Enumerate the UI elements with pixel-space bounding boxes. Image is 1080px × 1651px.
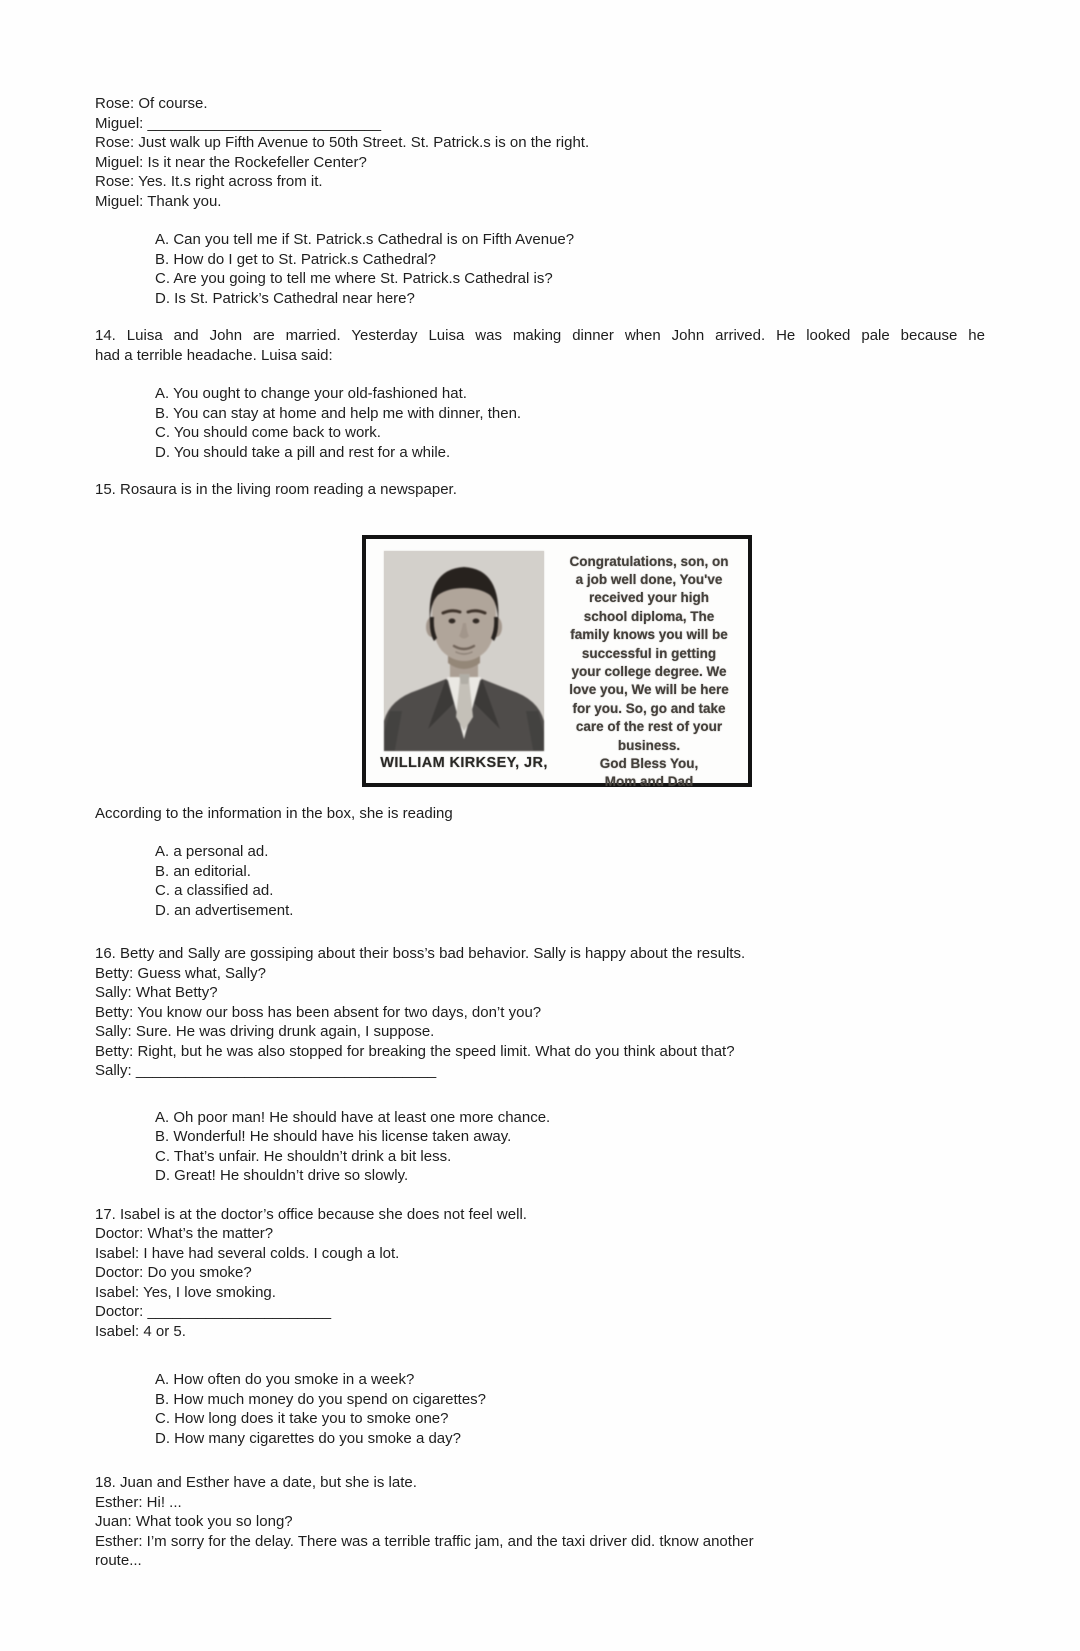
ad-message-line: God Bless You, xyxy=(599,755,699,771)
ad-message-line: your college degree. We xyxy=(571,663,727,679)
question-15-stem xyxy=(95,480,985,500)
dialogue-line: Rose: Yes. It.s right across from it. xyxy=(95,173,323,190)
question-13-options xyxy=(155,230,985,308)
dialogue-line: Rose: Of course. xyxy=(95,95,208,112)
dialogue-line-blank: Doctor: ______________________ xyxy=(95,1303,332,1320)
answer-option: B. How much money do you spend on cigarettes? xyxy=(155,1390,487,1408)
newspaper-ad-inner xyxy=(366,539,748,790)
answer-option: C. That’s unfair. He shouldn’t drink a bit less. xyxy=(155,1147,452,1165)
question-15-options xyxy=(155,842,985,920)
answer-option: D. You should take a pill and rest for a while. xyxy=(155,443,451,461)
question-stem-line: 18. Juan and Esther have a date, but she is late. xyxy=(95,1474,417,1491)
question-18-block xyxy=(95,1473,985,1571)
ad-message-line: Mom and Dad xyxy=(604,774,694,790)
dialogue-line-blank: Miguel: ____________________________ xyxy=(95,114,382,132)
ad-message-line: a job well done, You've xyxy=(575,571,723,587)
dialogue-line: Miguel: Is it near the Rockefeller Center? xyxy=(95,153,367,171)
question-stem-line: 17. Isabel is at the doctor’s office because she does not feel well. xyxy=(95,1205,527,1223)
answer-option: D. an advertisement. xyxy=(155,901,294,919)
question-17-options xyxy=(155,1370,985,1448)
question-stem-line: 15. Rosaura is in the living room reading a newspaper. xyxy=(95,481,457,498)
dialogue-line: Esther: I’m sorry for the delay. There was a terrible traffic jam, and the taxi driver did. tknow another xyxy=(95,1532,754,1550)
dialogue-line: Esther: Hi! ... xyxy=(95,1493,182,1511)
photo-caption: WILLIAM KIRKSEY, JR, xyxy=(380,754,548,771)
answer-option: B. How do I get to St. Patrick.s Cathedral? xyxy=(155,250,436,268)
dialogue-line: Sally: Sure. He was driving drunk again, I suppose. xyxy=(95,1023,435,1040)
dialogue-line-blank: Sally: ____________________________________ xyxy=(95,1062,437,1079)
dialogue-line: Rose: Just walk up Fifth Avenue to 50th Street. St. Patrick.s is on the right. xyxy=(95,134,590,151)
question-prompt: According to the information in the box, she is reading xyxy=(95,804,453,822)
ad-message-line: love you, We will be here xyxy=(569,682,729,698)
dialogue-line: Isabel: 4 or 5. xyxy=(95,1322,186,1340)
answer-option: C. a classified ad. xyxy=(155,882,274,899)
answer-option: D. Is St. Patrick’s Cathedral near here? xyxy=(155,289,415,307)
ad-message-line: successful in getting xyxy=(581,645,717,661)
question-13-dialogue xyxy=(95,94,985,211)
answer-option: A. Can you tell me if St. Patrick.s Cathedral is on Fifth Avenue? xyxy=(155,231,575,248)
dialogue-line: Isabel: Yes, I love smoking. xyxy=(95,1283,276,1301)
answer-option: A. Oh poor man! He should have at least one more chance. xyxy=(155,1108,551,1126)
portrait-photo-illustration xyxy=(384,551,544,751)
ad-message-line: received your high xyxy=(588,590,710,606)
answer-option: B. You can stay at home and help me with dinner, then. xyxy=(155,404,522,422)
question-17-block xyxy=(95,1205,985,1342)
ad-message-line: for you. So, go and take xyxy=(572,700,726,716)
answer-option: D. Great! He shouldn’t drive so slowly. xyxy=(155,1167,409,1184)
ad-message-line: care of the rest of your xyxy=(575,719,723,735)
answer-option: B. an editorial. xyxy=(155,862,251,880)
answer-option: B. Wonderful! He should have his license taken away. xyxy=(155,1128,512,1145)
answer-option: D. How many cigarettes do you smoke a day? xyxy=(155,1429,461,1447)
answer-option: C. You should come back to work. xyxy=(155,424,381,441)
question-15-prompt xyxy=(95,804,985,824)
dialogue-line: route... xyxy=(95,1552,142,1569)
question-stem-line: 16. Betty and Sally are gossiping about their boss’s bad behavior. Sally is happy about the results. xyxy=(95,945,746,962)
ad-message-line: business. xyxy=(617,737,681,753)
dialogue-line: Sally: What Betty? xyxy=(95,984,218,1001)
ad-message-line: Congratulations, son, on xyxy=(569,553,729,569)
question-stem-line: 14. Luisa and John are married. Yesterday Luisa was making dinner when John arrived. He looked pale because he xyxy=(95,327,985,344)
answer-option: A. a personal ad. xyxy=(155,843,269,860)
dialogue-line: Juan: What took you so long? xyxy=(95,1513,293,1530)
question-14-stem xyxy=(95,326,985,365)
question-stem-line: had a terrible headache. Luisa said: xyxy=(95,346,333,364)
answer-option: A. How often do you smoke in a week? xyxy=(155,1371,415,1388)
answer-option: C. How long does it take you to smoke one? xyxy=(155,1410,449,1427)
answer-option: A. You ought to change your old-fashioned hat. xyxy=(155,385,467,402)
newspaper-ad-box xyxy=(362,535,752,790)
dialogue-line: Betty: Right, but he was also stopped for breaking the speed limit. What do you think about that? xyxy=(95,1042,735,1060)
answer-option: C. Are you going to tell me where St. Patrick.s Cathedral is? xyxy=(155,270,553,287)
question-14-options xyxy=(155,384,985,462)
ad-message xyxy=(546,551,740,790)
question-16-options xyxy=(155,1108,985,1186)
dialogue-line: Betty: Guess what, Sally? xyxy=(95,964,266,982)
dialogue-line: Isabel: I have had several colds. I cough a lot. xyxy=(95,1244,400,1262)
dialogue-line: Doctor: What’s the matter? xyxy=(95,1225,274,1242)
question-16-block xyxy=(95,944,985,1081)
ad-message-line: school diploma, The xyxy=(583,608,715,624)
dialogue-line: Betty: You know our boss has been absent for two days, don’t you? xyxy=(95,1003,542,1021)
ad-photo-column xyxy=(382,551,546,775)
portrait-photo xyxy=(384,551,544,751)
dialogue-line: Miguel: Thank you. xyxy=(95,192,222,210)
ad-message-line: family knows you will be xyxy=(570,627,728,643)
dialogue-line: Doctor: Do you smoke? xyxy=(95,1264,252,1281)
document-content xyxy=(95,94,985,1571)
